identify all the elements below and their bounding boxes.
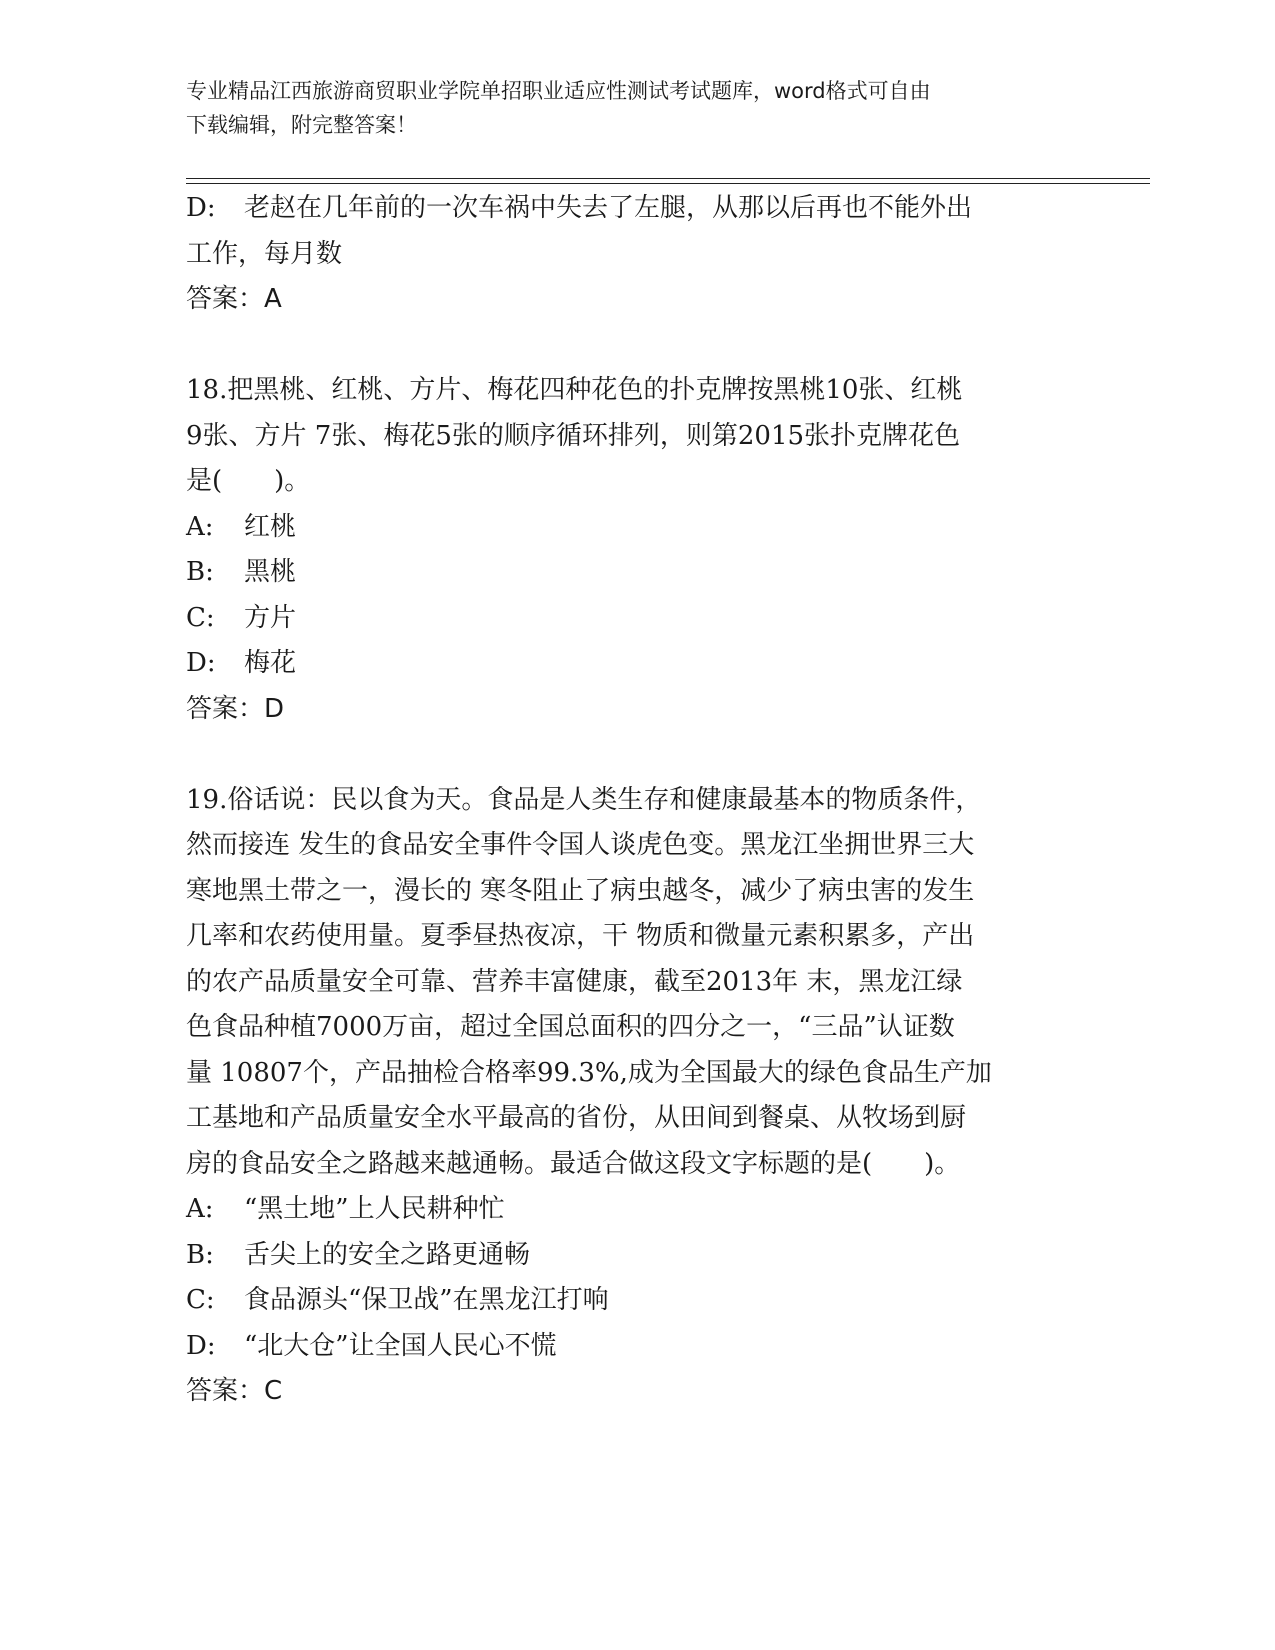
option-label: C: bbox=[186, 1285, 215, 1315]
header-line-1: 专业精品江西旅游商贸职业学院单招职业适应性测试考试题库，word格式可自由 bbox=[186, 79, 931, 103]
question-text-line: 房的食品安全之路越来越通畅。最适合做这段文字标题的是( )。 bbox=[186, 1148, 961, 1179]
answer-line: 答案：C bbox=[186, 1376, 283, 1406]
option-d bbox=[186, 641, 1086, 687]
option-text: 红桃 bbox=[244, 511, 297, 542]
option-label: A: bbox=[186, 1194, 214, 1224]
option-text: 方片 bbox=[244, 602, 297, 633]
question-text-line: 然而接连 发生的食品安全事件令国人谈虎色变。黑龙江坐拥世界三大 bbox=[186, 830, 975, 860]
option-text: 梅花 bbox=[244, 648, 297, 678]
document-body bbox=[186, 186, 1086, 1415]
header-line-2: 下载编辑，附完整答案！ bbox=[186, 113, 417, 137]
option-text: 舌尖上的安全之路更通畅 bbox=[244, 1239, 531, 1270]
option-a bbox=[186, 505, 1086, 551]
header-rule-thin bbox=[186, 183, 1150, 184]
option-label: B: bbox=[186, 557, 214, 587]
option-text: 老赵在几年前的一次车祸中失去了左腿，从那以后再也不能外出 bbox=[244, 193, 973, 223]
option-b bbox=[186, 1233, 1086, 1279]
option-label: B: bbox=[186, 1239, 214, 1270]
header-rule-thick bbox=[186, 178, 1150, 179]
document-header bbox=[186, 74, 1076, 142]
question-18 bbox=[186, 368, 1086, 732]
option-a bbox=[186, 1187, 1086, 1233]
spacer bbox=[186, 323, 1086, 369]
question-text-line: 色食品种植7000万亩，超过全国总面积的四分之一，“三品”认证数 bbox=[186, 1012, 955, 1042]
option-label: D: bbox=[186, 648, 216, 678]
question-text-line: 18.把黑桃、红桃、方片、梅花四种花色的扑克牌按黑桃10张、红桃 bbox=[186, 375, 963, 405]
question-19 bbox=[186, 778, 1086, 1415]
option-text: 黑桃 bbox=[244, 557, 297, 587]
question-text-line: 寒地黑土带之一，漫长的 寒冬阻止了病虫越冬，减少了病虫害的发生 bbox=[186, 875, 975, 906]
option-label: A: bbox=[186, 511, 214, 542]
question-text-line: 19.俗话说：民以食为天。食品是人类生存和健康最基本的物质条件， bbox=[186, 784, 982, 815]
answer-line: 答案：D bbox=[186, 693, 285, 724]
option-label: D: bbox=[186, 1330, 216, 1361]
question-text-line: 量 10807个，产品抽检合格率99.3%,成为全国最大的绿色食品生产加 bbox=[186, 1057, 992, 1088]
option-d bbox=[186, 1324, 1086, 1370]
option-text: 食品源头“保卫战”在黑龙江打响 bbox=[244, 1285, 609, 1315]
option-text: “黑土地”上人民耕种忙 bbox=[244, 1194, 505, 1224]
option-label: D: bbox=[186, 193, 216, 223]
option-d bbox=[186, 186, 1086, 232]
option-b bbox=[186, 550, 1086, 596]
question-text-line: 是( )。 bbox=[186, 466, 311, 496]
spacer bbox=[186, 732, 1086, 778]
question-text-line: 的农产品质量安全可靠、营养丰富健康，截至2013年 末，黑龙江绿 bbox=[186, 966, 963, 997]
option-c bbox=[186, 596, 1086, 642]
question-text-line: 9张、方片 7张、梅花5张的顺序循环排列，则第2015张扑克牌花色 bbox=[186, 420, 961, 451]
option-text-continued: 工作，每月数 bbox=[186, 238, 343, 269]
option-text: “北大仓”让全国人民心不慌 bbox=[244, 1330, 557, 1361]
option-label: C: bbox=[186, 602, 215, 633]
answer-line: 答案：A bbox=[186, 284, 282, 314]
option-c bbox=[186, 1278, 1086, 1324]
question-text-line: 工基地和产品质量安全水平最高的省份，从田间到餐桌、从牧场到厨 bbox=[186, 1103, 967, 1133]
question-text-line: 几率和农药使用量。夏季昼热夜凉，干 物质和微量元素积累多，产出 bbox=[186, 921, 975, 951]
